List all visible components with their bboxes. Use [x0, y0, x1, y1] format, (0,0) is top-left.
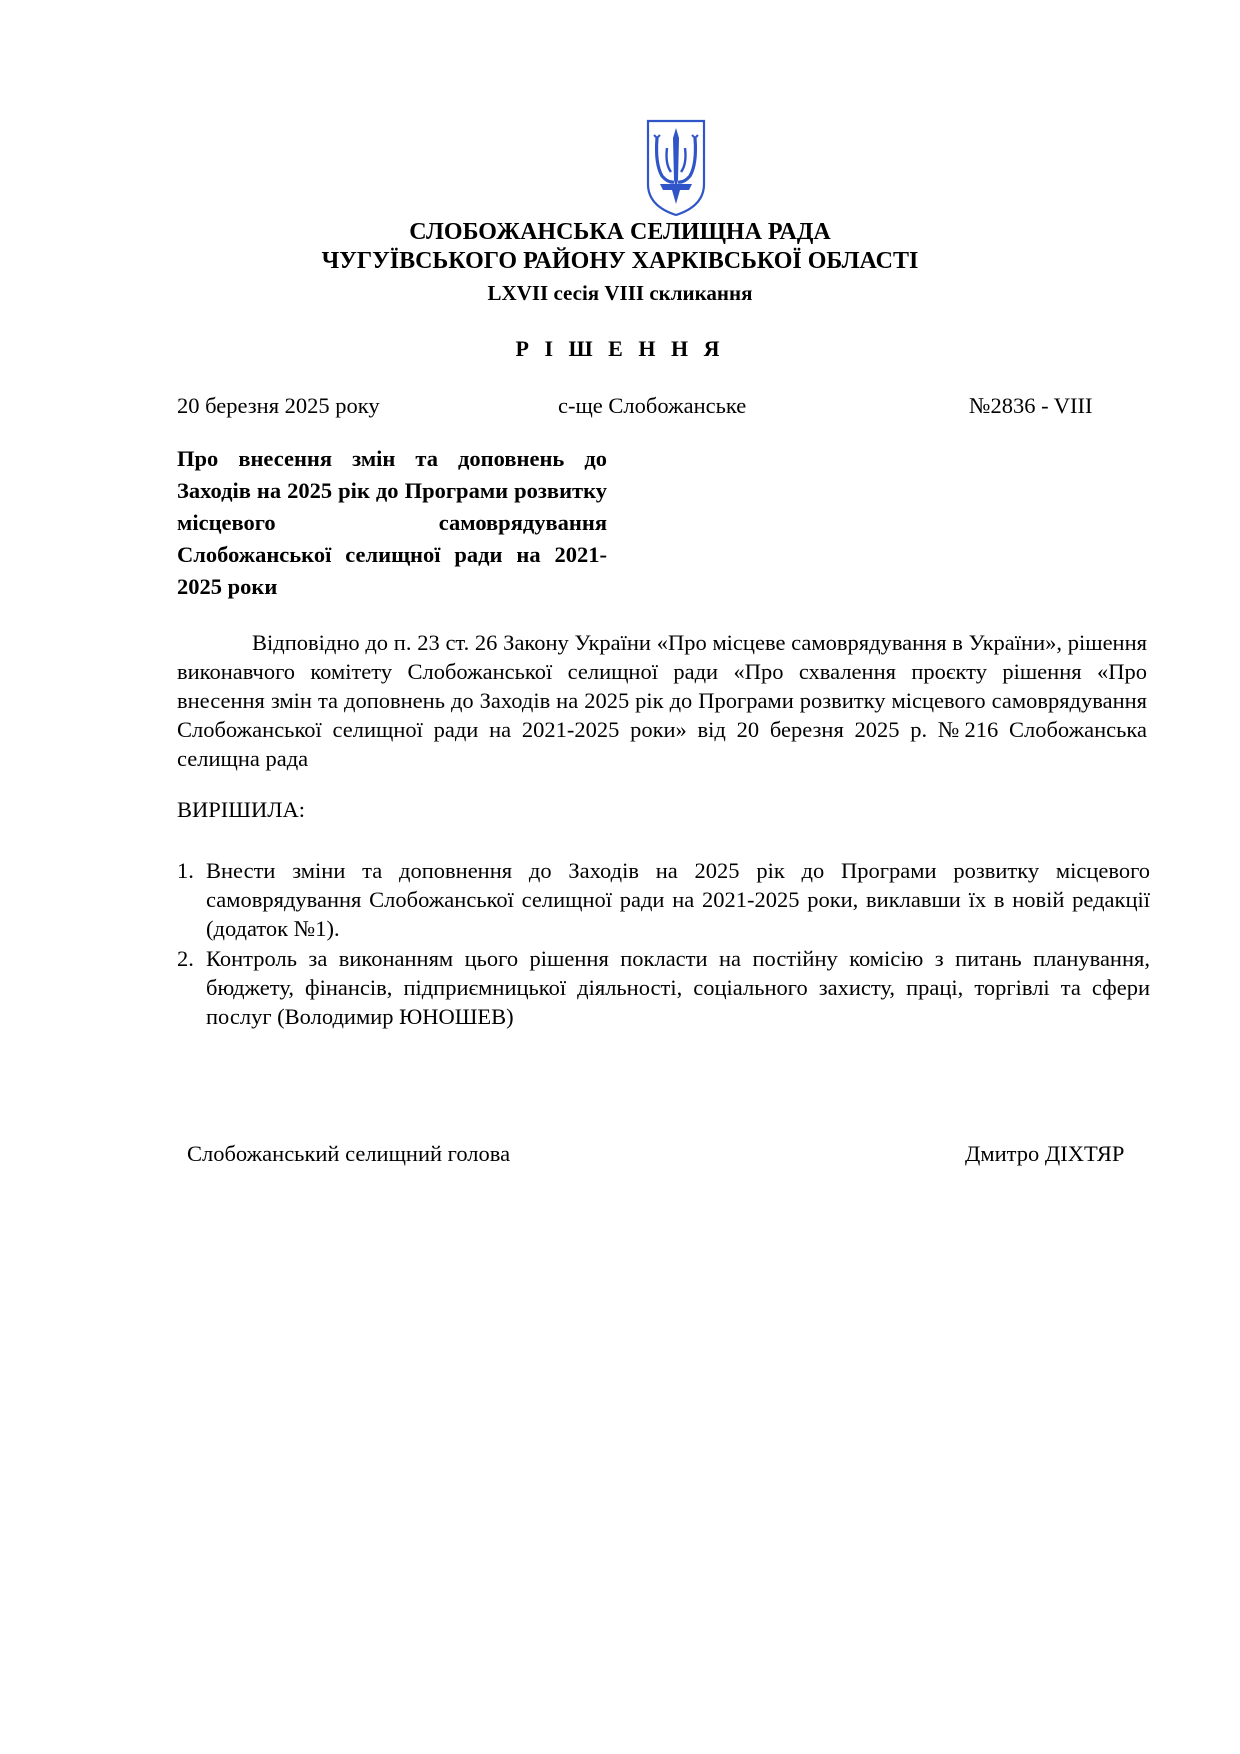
list-item-number: 2. [177, 946, 194, 971]
list-item [177, 944, 1150, 1031]
list-item-number: 1. [177, 858, 194, 883]
session-info: LXVII сесія VIII скликання [487, 281, 753, 305]
coat-of-arms-icon [645, 118, 707, 218]
decision-date: 20 березня 2025 року [177, 393, 380, 418]
signatory-name: Дмитро ДІХТЯР [965, 1141, 1125, 1166]
council-name: СЛОБОЖАНСЬКА СЕЛИЩНА РАДА [409, 219, 831, 245]
decision-number: №2836 - VIII [969, 393, 1093, 418]
council-district: ЧУГУЇВСЬКОГО РАЙОНУ ХАРКІВСЬКОЇ ОБЛАСТІ [321, 248, 919, 274]
list-item-text: Внести зміни та доповнення до Заходів на 2025 рік до Програми розвитку місцевого самоврядування Слобожанської селищної ради на 2021-2025 роки, виклавши їх в новій редакції (додаток №1). [206, 858, 1150, 941]
decision-place: с-ще Слобожанське [558, 393, 747, 418]
decided-heading: ВИРІШИЛА: [177, 797, 305, 822]
signatory-title: Слобожанський селищний голова [187, 1141, 511, 1166]
decision-subject: Про внесення змін та доповнень до Заходів на 2025 рік до Програми розвитку місцевого самоврядування Слобожанської селищної ради на 2021-2025 роки [177, 446, 607, 599]
list-item-text: Контроль за виконанням цього рішення покласти на постійну комісію з питань планування, бюджету, фінансів, підприємницької діяльності, соціального захисту, праці, торгівлі та сфери послуг (Володимир ЮНОШЕВ) [206, 946, 1150, 1029]
preamble-paragraph: Відповідно до п. 23 ст. 26 Закону України «Про місцеве самоврядування в України», рішення виконавчого комітету Слобожанської селищної ради «Про схвалення проєкту рішення «Про внесення змін та доповнень до Заходів на 2025 рік до Програми розвитку місцевого самоврядування Слобожанської селищної ради на 2021-2025 роки» від 20 березня 2025 р. №216 Слобожанська селищна рада [177, 630, 1147, 771]
document-type-title: Р І Ш Е Н Н Я [515, 336, 725, 361]
list-item [177, 856, 1150, 943]
